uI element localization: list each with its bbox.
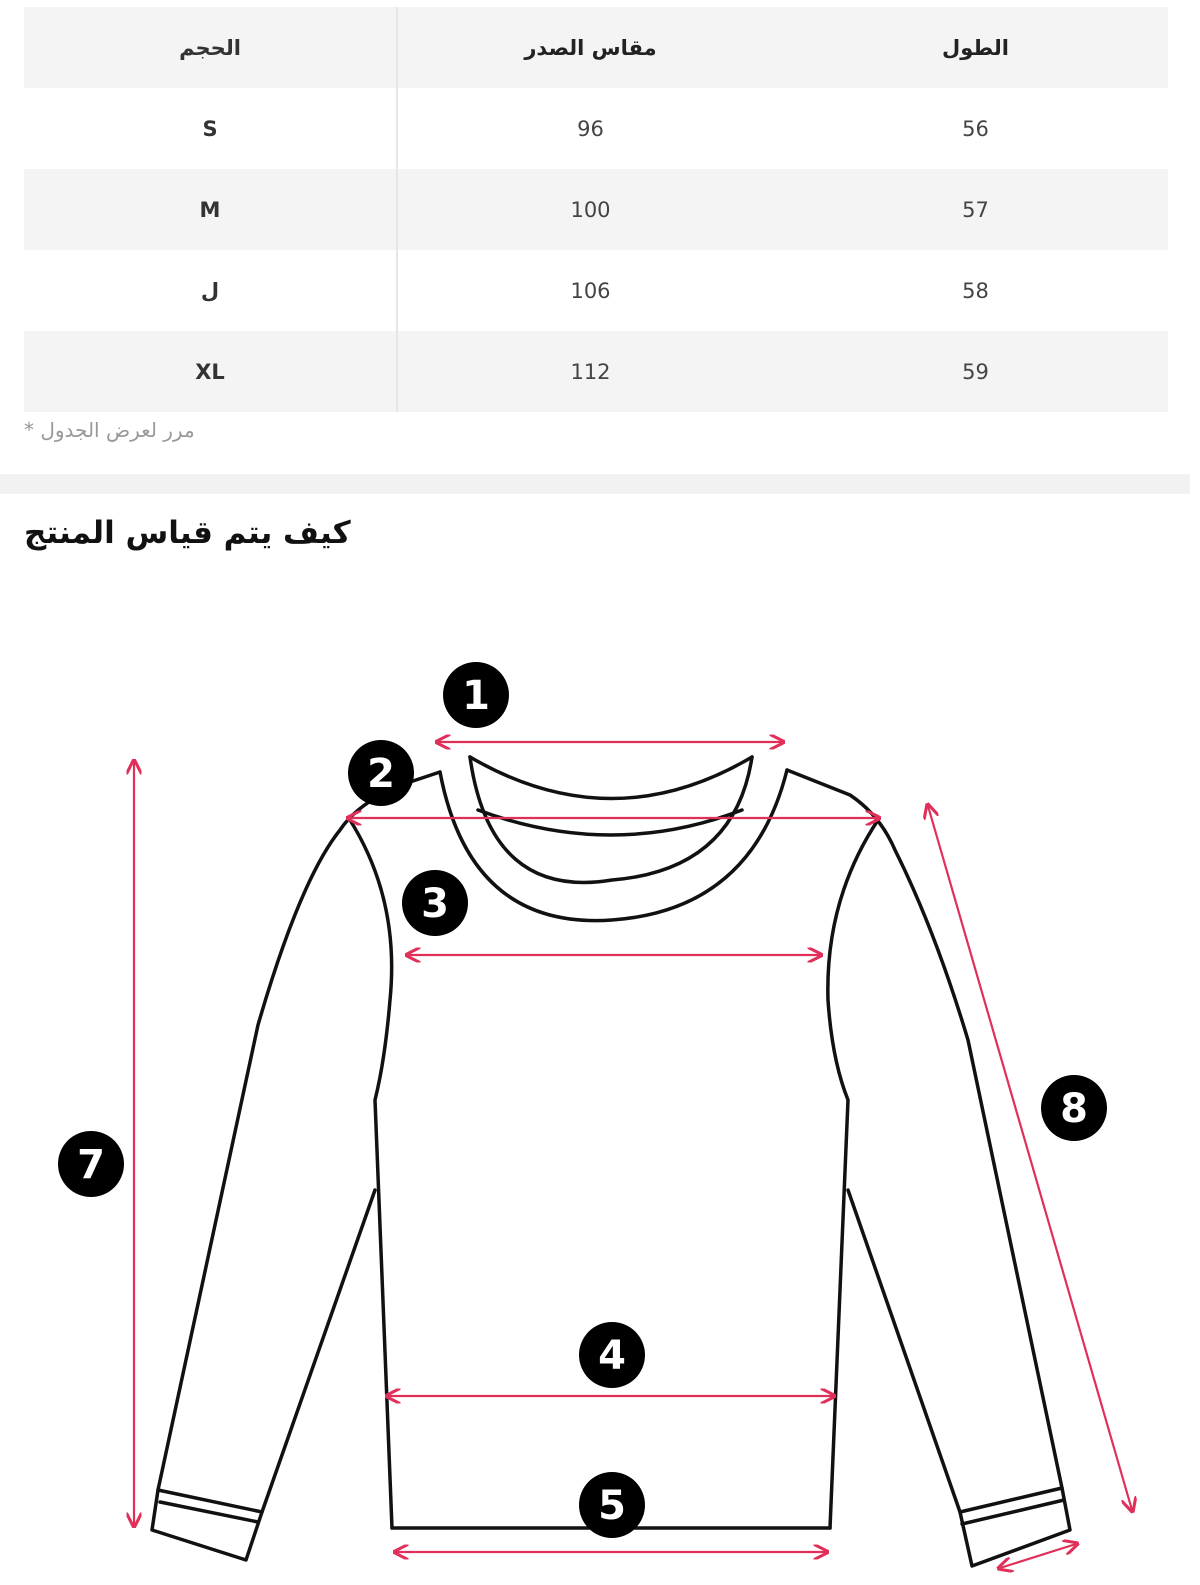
svg-text:2: 2 <box>367 751 395 797</box>
svg-text:8: 8 <box>1060 1086 1088 1132</box>
header-chest: مقاس الصدر <box>524 35 657 60</box>
header-size: الحجم <box>24 7 397 88</box>
cell-size: ل <box>24 250 397 331</box>
cell-chest: 112 <box>570 359 611 384</box>
table-row <box>24 250 1168 331</box>
section-title: كيف يتم قياس المنتج <box>24 515 351 551</box>
table-row <box>24 331 1168 412</box>
marker-2 <box>348 740 414 806</box>
svg-text:7: 7 <box>77 1142 105 1188</box>
marker-1 <box>443 662 509 728</box>
header-length: الطول <box>942 35 1009 60</box>
sweater-illustration <box>0 600 1190 1581</box>
table-row <box>24 88 1168 169</box>
cell-size: XL <box>24 331 397 412</box>
section-divider <box>0 474 1190 494</box>
cell-chest: 106 <box>570 278 611 303</box>
table-row <box>24 169 1168 250</box>
cell-chest: 96 <box>577 116 604 141</box>
marker-7 <box>58 1131 124 1197</box>
cell-length: 59 <box>962 359 989 384</box>
cell-length: 57 <box>962 197 989 222</box>
svg-text:4: 4 <box>598 1333 626 1379</box>
cell-length: 56 <box>962 116 989 141</box>
sweater-outline <box>152 757 1070 1566</box>
svg-text:3: 3 <box>421 881 449 927</box>
measurement-diagram <box>0 600 1190 1581</box>
marker-3 <box>402 870 468 936</box>
marker-8 <box>1041 1075 1107 1141</box>
scroll-hint: مرر لعرض الجدول * <box>24 418 195 442</box>
marker-5 <box>579 1472 645 1538</box>
marker-4 <box>579 1322 645 1388</box>
measure-lines <box>134 742 1132 1568</box>
svg-text:5: 5 <box>598 1483 626 1529</box>
size-table <box>24 7 1169 412</box>
cell-size: S <box>24 88 397 169</box>
svg-text:1: 1 <box>462 673 490 719</box>
cell-size: M <box>24 169 397 250</box>
cell-length: 58 <box>962 278 989 303</box>
table-header-row <box>24 7 1168 88</box>
cell-chest: 100 <box>570 197 611 222</box>
